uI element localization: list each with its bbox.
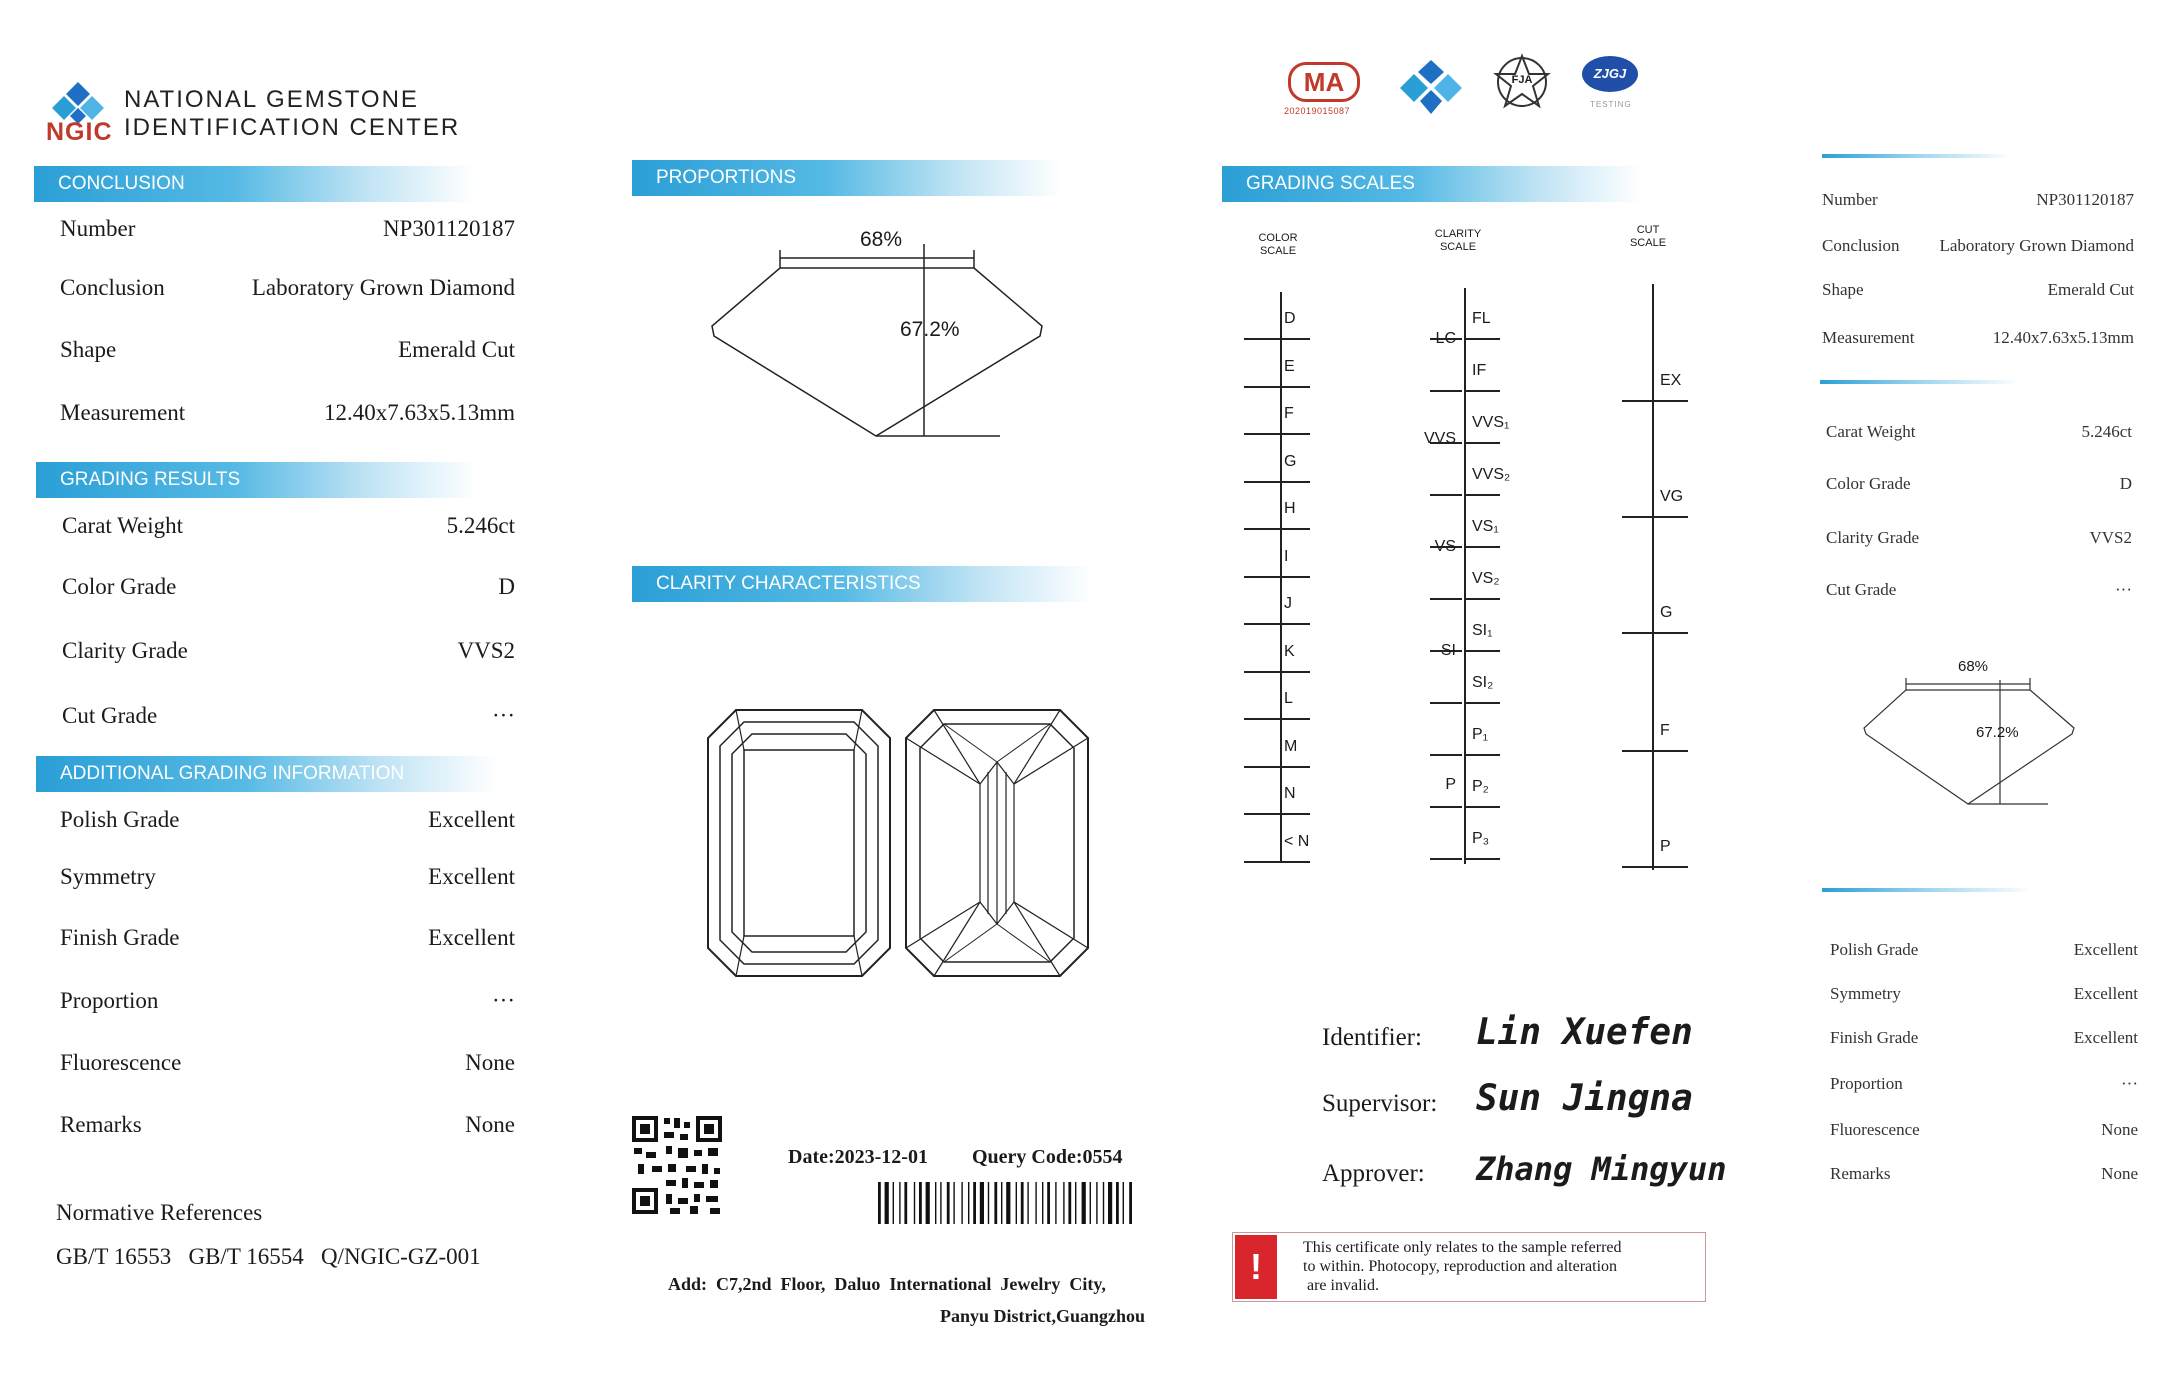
qr-code[interactable] <box>630 1114 724 1216</box>
clarity-scale-tick <box>1430 390 1462 392</box>
barcode-bar <box>919 1182 922 1224</box>
clarity-scale-tick-right <box>1466 390 1500 392</box>
barcode <box>878 1182 1134 1224</box>
summary-polish-grade-label: Polish Grade <box>1830 940 1919 959</box>
clarity-scale-tick-right <box>1466 858 1500 860</box>
clarity-group-vvs: VVS <box>1423 430 1456 447</box>
barcode-bar <box>980 1182 984 1224</box>
clarity-scale-tick <box>1430 754 1462 756</box>
summary-polish-grade-value: Excellent <box>2073 940 2138 959</box>
fluorescence-label: Fluorescence <box>60 1050 182 1075</box>
cut-scale-tick <box>1622 516 1688 518</box>
identifier-label: Identifier: <box>1322 1024 1422 1051</box>
color-grade-n: N <box>1284 785 1296 802</box>
fja-mark <box>1492 52 1552 112</box>
summary-remarks-label: Remarks <box>1830 1164 1891 1183</box>
shape-label: Shape <box>60 337 117 362</box>
barcode-bar <box>1116 1182 1119 1224</box>
summary-carat-weight-value: 5.246ct <box>2081 422 2132 441</box>
clarity-scale-tick-right <box>1466 494 1500 496</box>
barcode-bar <box>904 1182 907 1224</box>
barcode-bar <box>1108 1182 1112 1224</box>
clarity-grade-label: P₁ <box>1472 726 1489 743</box>
summary-fluorescence-value: None <box>2101 1120 2138 1139</box>
clarity-scale-tick <box>1430 702 1462 704</box>
summary-divider-2 <box>1820 380 2020 384</box>
org-name-line1: NATIONAL GEMSTONE <box>124 86 419 113</box>
cut-scale-tick <box>1622 632 1688 634</box>
approver-label: Approver: <box>1322 1160 1425 1187</box>
barcode-bar <box>994 1182 997 1224</box>
color-scale-title1: COLOR <box>1258 232 1298 244</box>
cut-grade-row <box>62 703 515 743</box>
color-grade-e: E <box>1284 357 1295 375</box>
color-scale-title2: SCALE <box>1259 245 1297 257</box>
barcode-bar <box>1042 1182 1043 1224</box>
barcode-bar <box>1006 1182 1010 1224</box>
color-scale-tick <box>1244 671 1310 673</box>
additional-info-banner: ADDITIONAL GRADING INFORMATION <box>36 756 496 792</box>
polish-grade-row <box>60 807 515 847</box>
summary-finish-grade-label: Finish Grade <box>1830 1028 1919 1047</box>
summary-color-grade-row <box>1826 474 2132 504</box>
approver-signature: Zhang Mingyun <box>1476 1150 1727 1188</box>
fluorescence-value: None <box>465 1050 515 1075</box>
summary-clarity-grade-label: Clarity Grade <box>1826 528 1919 547</box>
barcode-bar <box>988 1182 989 1224</box>
clarity-grade-label: SI₂ <box>1472 674 1494 691</box>
clarity-grade-label: VVS₁ <box>1472 414 1510 431</box>
summary-finish-grade-value: Excellent <box>2073 1028 2138 1047</box>
barcode-bar <box>1096 1182 1097 1224</box>
depth-percentage: 67.2% <box>900 318 960 341</box>
summary-proportion-value: ··· <box>2121 1074 2138 1093</box>
clarity-scale-tick-right <box>1466 754 1500 756</box>
table-percentage: 68% <box>860 228 903 251</box>
clarity-group-lc: LC <box>1435 330 1456 347</box>
color-grade-row <box>62 574 515 614</box>
summary-conclusion-value: Laboratory Grown Diamond <box>1939 236 2134 255</box>
summary-remarks-value: None <box>2101 1164 2138 1183</box>
normative-refs: GB/T 16553 GB/T 16554 Q/NGIC-GZ-001 <box>56 1244 481 1269</box>
barcode-bar <box>1021 1182 1024 1224</box>
zjgj-sub: TESTING <box>1590 100 1632 109</box>
barcode-bar <box>1063 1182 1064 1224</box>
clarity-group-si: SI <box>1440 642 1456 659</box>
barcode-bar <box>926 1182 930 1224</box>
barcode-bar <box>893 1182 894 1224</box>
color-grade--n: < N <box>1284 832 1310 850</box>
summary-carat-weight-row <box>1826 422 2132 452</box>
color-grade-label: Color Grade <box>62 574 177 599</box>
cut-scale-title2: SCALE <box>1629 237 1667 249</box>
summary-cut-grade-row <box>1826 580 2132 610</box>
barcode-bar <box>947 1182 950 1224</box>
summary-shape-label: Shape <box>1822 280 1864 299</box>
summary-symmetry-label: Symmetry <box>1830 984 1901 1003</box>
cut-grade-vg: VG <box>1660 488 1684 505</box>
clarity-scale-title1: CLARITY <box>1434 228 1482 240</box>
clarity-scale-tick-right <box>1466 546 1500 548</box>
barcode-bar <box>1123 1182 1124 1224</box>
clarity-scale-title2: SCALE <box>1439 241 1477 253</box>
clarity-scale-tick <box>1430 858 1462 860</box>
summary-color-grade-label: Color Grade <box>1826 474 1911 493</box>
fluorescence-row <box>60 1050 515 1090</box>
summary-shape-row <box>1822 280 2134 310</box>
grading-results-banner: GRADING RESULTS <box>36 462 476 498</box>
clarity-grade-label: P₂ <box>1472 778 1489 795</box>
barcode-bar <box>953 1182 954 1224</box>
query-code: Query Code:0554 <box>972 1146 1123 1168</box>
color-scale-tick <box>1244 766 1310 768</box>
summary-clarity-grade-value: VVS2 <box>2089 528 2132 547</box>
clarity-scale-tick <box>1430 806 1462 808</box>
supervisor-signature: Sun Jingna <box>1476 1078 1693 1119</box>
shape-value: Emerald Cut <box>398 337 515 362</box>
identifier-signature: Lin Xuefen <box>1476 1012 1693 1053</box>
barcode-bar <box>940 1182 941 1224</box>
warning-icon: ! <box>1235 1235 1277 1299</box>
address-line1: Add: C7,2nd Floor, Daluo International Jewelry City, <box>668 1274 1106 1294</box>
color-scale-tick <box>1244 623 1310 625</box>
barcode-bar <box>968 1182 969 1224</box>
remarks-row <box>60 1112 515 1152</box>
summary-depth-percentage: 67.2% <box>1976 724 2019 741</box>
cut-scale-axis <box>1652 284 1654 870</box>
notice-line2: to within. Photocopy, reproduction and alteration <box>1303 1258 1618 1275</box>
clarity-grade-label: VVS₂ <box>1472 466 1511 483</box>
carat-weight-label: Carat Weight <box>62 513 183 538</box>
address-line2: Panyu District,Guangzhou <box>940 1306 1146 1326</box>
polish-grade-label: Polish Grade <box>60 807 180 832</box>
barcode-bar <box>1055 1182 1056 1224</box>
barcode-bar <box>935 1182 936 1224</box>
polish-grade-value: Excellent <box>428 807 515 832</box>
barcode-bar <box>1082 1182 1086 1224</box>
finish-grade-label: Finish Grade <box>60 925 180 950</box>
barcode-bar <box>1047 1182 1050 1224</box>
cut-grade-f: F <box>1660 722 1670 739</box>
conclusion-label: Conclusion <box>60 275 165 300</box>
summary-divider-1 <box>1822 154 2012 158</box>
summary-table-percentage: 68% <box>1958 658 1989 675</box>
proportion-diagram <box>700 220 1060 450</box>
summary-number-row <box>1822 190 2134 220</box>
ngic-mark-icon <box>1396 58 1466 118</box>
clarity-grade-label: VS₁ <box>1472 518 1499 535</box>
color-grade-j: J <box>1284 595 1292 612</box>
barcode-bar <box>899 1182 900 1224</box>
proportion-label: Proportion <box>60 988 159 1013</box>
color-grade-m: M <box>1284 737 1298 755</box>
cut-scale-title1: CUT <box>1636 224 1660 236</box>
barcode-bar <box>885 1182 889 1224</box>
ma-text: MA <box>1288 62 1360 102</box>
summary-shape-value: Emerald Cut <box>2047 280 2134 299</box>
barcode-bar <box>1027 1182 1028 1224</box>
color-scale-tick <box>1244 813 1310 815</box>
cut-scale-tick <box>1622 400 1688 402</box>
carat-weight-value: 5.246ct <box>446 513 515 538</box>
conclusion-banner: CONCLUSION <box>34 166 474 202</box>
summary-proportion-diagram <box>1858 670 2084 820</box>
notice-line1: This certificate only relates to the sample referred <box>1303 1239 1622 1256</box>
number-label: Number <box>60 216 136 241</box>
summary-conclusion-row <box>1822 236 2134 266</box>
cut-grade-value: ··· <box>492 703 515 728</box>
cut-grade-label: Cut Grade <box>62 703 158 728</box>
clarity-plot-crown <box>706 708 892 978</box>
symmetry-row <box>60 864 515 904</box>
summary-divider-3 <box>1822 888 2032 892</box>
barcode-bar <box>1035 1182 1036 1224</box>
clarity-plot-pavilion <box>904 708 1090 978</box>
color-grade-l: L <box>1284 690 1293 707</box>
zjgj-text: ZJGJ <box>1582 56 1638 92</box>
color-scale-tick <box>1244 338 1310 340</box>
clarity-scale-axis <box>1464 288 1466 864</box>
clarity-group-p: P <box>1445 776 1456 793</box>
clarity-grade-label: VS₂ <box>1472 570 1500 587</box>
color-scale-tick <box>1244 528 1310 530</box>
conclusion-row <box>60 275 515 315</box>
clarity-scale-tick <box>1430 598 1462 600</box>
clarity-grade-label: P₃ <box>1472 830 1490 847</box>
color-grade-g: G <box>1284 452 1297 470</box>
clarity-scale-tick-right <box>1466 702 1500 704</box>
barcode-bar <box>1068 1182 1071 1224</box>
remarks-label: Remarks <box>60 1112 142 1137</box>
clarity-grade-row <box>62 638 515 678</box>
summary-remarks-row <box>1830 1164 2138 1194</box>
color-scale-tick <box>1244 386 1310 388</box>
summary-number-value: NP301120187 <box>2036 190 2134 209</box>
summary-polish-grade-row <box>1830 940 2138 970</box>
normative-title: Normative References <box>56 1200 263 1225</box>
validity-notice <box>1232 1232 1706 1302</box>
color-scale-tick <box>1244 861 1310 863</box>
barcode-bar <box>1090 1182 1091 1224</box>
color-grade-i: I <box>1284 547 1289 565</box>
number-row <box>60 216 515 256</box>
barcode-bar <box>1001 1182 1002 1224</box>
color-scale-tick <box>1244 576 1310 578</box>
barcode-bar <box>973 1182 976 1224</box>
summary-measurement-value: 12.40x7.63x5.13mm <box>1992 328 2134 347</box>
cut-scale-title <box>1610 224 1686 250</box>
number-value: NP301120187 <box>382 216 515 241</box>
ngic-abbr: NGIC <box>46 118 113 146</box>
finish-grade-row <box>60 925 515 965</box>
summary-symmetry-row <box>1830 984 2138 1014</box>
barcode-bar <box>914 1182 915 1224</box>
color-grade-k: K <box>1284 642 1295 660</box>
symmetry-value: Excellent <box>428 864 515 889</box>
clarity-scale-tick-right <box>1466 650 1500 652</box>
color-grade-d: D <box>1284 310 1296 327</box>
clarity-scale-tick-right <box>1466 598 1500 600</box>
barcode-bar <box>878 1182 881 1224</box>
summary-measurement-row <box>1822 328 2134 358</box>
barcode-bar <box>1016 1182 1017 1224</box>
supervisor-label: Supervisor: <box>1322 1090 1438 1117</box>
clarity-scale-tick <box>1430 494 1462 496</box>
color-grade-h: H <box>1284 500 1296 517</box>
ma-number: 202019015087 <box>1284 106 1351 116</box>
summary-fluorescence-label: Fluorescence <box>1830 1120 1920 1139</box>
summary-number-label: Number <box>1822 190 1878 209</box>
color-grade-f: F <box>1284 405 1294 422</box>
cut-grade-ex: EX <box>1660 372 1682 389</box>
summary-proportion-row <box>1830 1074 2138 1104</box>
clarity-group-vs: VS <box>1434 538 1456 555</box>
proportion-row <box>60 988 515 1028</box>
summary-measurement-label: Measurement <box>1822 328 1915 347</box>
clarity-grade-value: VVS2 <box>457 638 515 663</box>
ma-mark <box>1284 62 1360 118</box>
clarity-characteristics-banner: CLARITY CHARACTERISTICS <box>632 566 1092 602</box>
color-scale-tick <box>1244 433 1310 435</box>
clarity-grade-label: IF <box>1472 362 1487 379</box>
fja-text: FJA <box>1511 74 1533 86</box>
carat-weight-row <box>62 513 515 553</box>
notice-line3: are invalid. <box>1307 1277 1379 1294</box>
measurement-value: 12.40x7.63x5.13mm <box>323 400 515 425</box>
shape-row <box>60 337 515 377</box>
clarity-grade-label: SI₁ <box>1472 622 1493 639</box>
org-name-line2: IDENTIFICATION CENTER <box>124 114 461 141</box>
zjgj-mark <box>1580 54 1650 114</box>
summary-cut-grade-value: ··· <box>2115 580 2132 599</box>
clarity-scale-tick-right <box>1466 338 1500 340</box>
summary-color-grade-value: D <box>2119 474 2132 493</box>
color-scale-title <box>1240 232 1316 258</box>
barcode-bar <box>961 1182 962 1224</box>
summary-symmetry-value: Excellent <box>2073 984 2138 1003</box>
summary-finish-grade-row <box>1830 1028 2138 1058</box>
color-grade-value: D <box>498 574 515 599</box>
proportions-banner: PROPORTIONS <box>632 160 1062 196</box>
conclusion-value: Laboratory Grown Diamond <box>251 275 515 300</box>
summary-fluorescence-row <box>1830 1120 2138 1150</box>
barcode-bar <box>1129 1182 1132 1224</box>
summary-conclusion-label: Conclusion <box>1822 236 1900 255</box>
summary-proportion-label: Proportion <box>1830 1074 1903 1093</box>
measurement-label: Measurement <box>60 400 186 425</box>
color-scale-tick <box>1244 481 1310 483</box>
cut-grade-p: P <box>1660 838 1671 855</box>
barcode-bar <box>1103 1182 1104 1224</box>
cut-scale-tick <box>1622 866 1688 868</box>
cut-grade-g: G <box>1660 604 1673 621</box>
color-scale-tick <box>1244 718 1310 720</box>
measurement-row <box>60 400 515 440</box>
cut-scale-tick <box>1622 750 1688 752</box>
clarity-scale-tick-right <box>1466 806 1500 808</box>
finish-grade-value: Excellent <box>428 925 515 950</box>
barcode-bar <box>1075 1182 1076 1224</box>
clarity-scale-tick-right <box>1466 442 1500 444</box>
grading-scales-banner: GRADING SCALES <box>1222 166 1642 202</box>
summary-cut-grade-label: Cut Grade <box>1826 580 1897 599</box>
summary-clarity-grade-row <box>1826 528 2132 558</box>
clarity-grade-label: FL <box>1472 310 1491 327</box>
symmetry-label: Symmetry <box>60 864 156 889</box>
summary-carat-weight-label: Carat Weight <box>1826 422 1916 441</box>
report-date: Date:2023-12-01 <box>788 1146 928 1168</box>
clarity-scale-title <box>1420 228 1496 254</box>
remarks-value: None <box>465 1112 515 1137</box>
proportion-value: ··· <box>492 988 515 1013</box>
clarity-grade-label: Clarity Grade <box>62 638 188 663</box>
